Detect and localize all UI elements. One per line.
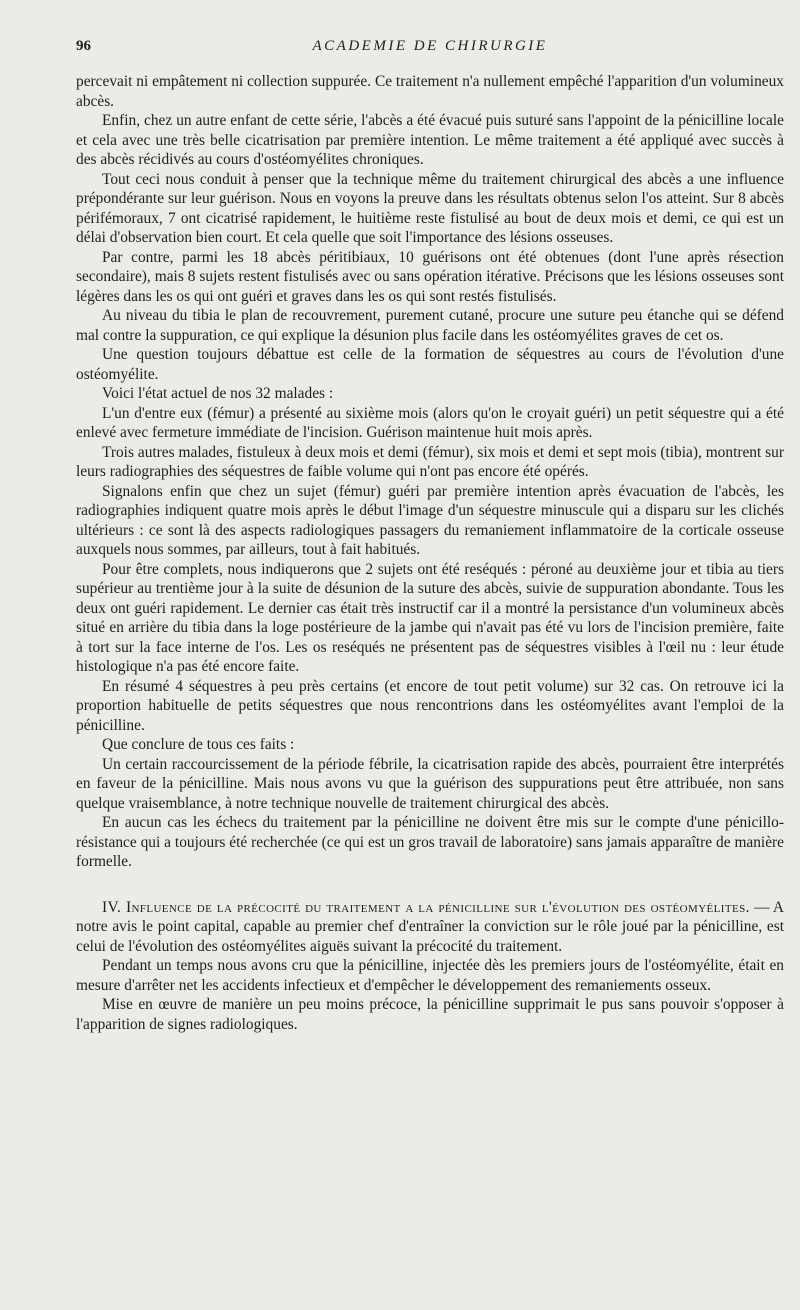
paragraph: Tout ceci nous conduit à penser que la technique même du traitement chirurgical des abcès a une influence prépondérante sur leur guérison. Nous en voyons la preuve dans les résultats obtenus selon l'os atteint. Sur 8 abcès périfémoraux, 7 ont cicatrisé rapidement, le huitième reste fistulisé au bout de deux mois et demi, ce qui est un délai d'observation bien court. Et cela quelle que soit l'importance des lésions osseuses. — [76, 170, 784, 246]
paragraph: percevait ni empâtement ni collection suppurée. Ce traitement n'a nullement empêché l'apparition d'un volumineux abcès. — [76, 73, 784, 110]
page-number: 96 — [76, 38, 91, 54]
paragraph: Que conclure de tous ces faits : — [102, 736, 295, 753]
running-title: ACADEMIE DE CHIRURGIE — [312, 38, 548, 54]
section-separator — [76, 872, 784, 898]
paragraph: Trois autres malades, fistuleux à deux mois et demi (fémur), six mois et demi et sept mois (tibia), montrent sur leurs radiographies des séquestres de faible volume qui n'ont pas encore été opérés. — [76, 443, 784, 480]
paragraph: Mise en œuvre de manière un peu moins précoce, la pénicilline supprimait le pus sans pouvoir s'opposer à l'apparition de signes radiologiques. — [76, 996, 784, 1033]
paragraph: Signalons enfin que chez un sujet (fémur) guéri par première intention après évacuation de l'abcès, les radiographies indiquent quatre mois après le début l'image d'un séquestre minuscule qui a disparu sur les clichés ultérieurs : ce sont là des aspects radiologiques passagers du remaniement inflammatoire de la corticale osseuse auxquels nous sommes, par ailleurs, tout à fait habitués. — [76, 482, 784, 558]
section-iv-paragraph — [76, 898, 784, 957]
section-intro-text: — A notre avis le point capital, capable au premier chef d'entraîner la conviction sur le rôle joué par la pénicilline, est celui de l'évolution des ostéomyélites aiguës suivant la précocité du traitement. — [76, 898, 784, 955]
page-header — [76, 38, 784, 60]
paragraph: L'un d'entre eux (fémur) a présenté au sixième mois (alors qu'on le croyait guéri) un petit séquestre qui a été enlevé avec fermeture immédiate de l'incision. Guérison maintenue huit mois après. — [76, 404, 784, 441]
section-heading: IV. Influence de la précocité du traitement a la pénicilline sur l'évolution des ostéomyélites. — [102, 898, 750, 916]
paragraph: En aucun cas les échecs du traitement par la pénicilline ne doivent être mis sur le compte d'une pénicillo-résistance qui a toujours été recherchée (ce qui est un gros travail de laboratoire) sans jamais apparaître de manière formelle. — [76, 814, 784, 870]
paragraph: Au niveau du tibia le plan de recouvrement, purement cutané, procure une suture peu étanche qui se défend mal contre la suppuration, ce qui explique la désunion plus facile dans les ostéomyélites graves de cet os. — [76, 307, 784, 344]
paragraph: Pendant un temps nous avons cru que la pénicilline, injectée dès les premiers jours de l'ostéomyélite, était en mesure d'arrêter net les accidents infectieux et d'empêcher le développement des remaniements osseux. — [76, 957, 784, 994]
paragraph: Par contre, parmi les 18 abcès péritibiaux, 10 guérisons ont été obtenues (dont l'une après résection secondaire), mais 8 sujets restent fistulisés avec ou sans opération itérative. Précisons que les lésions osseuses sont légères dans les os qui ont guéri et graves dans les os qui sont restés fistulisés. — [76, 248, 784, 305]
paragraph: Pour être complets, nous indiquerons que 2 sujets ont été reséqués : péroné au deuxième jour et tibia au tiers supérieur au trentième jour à la suite de désunion de la suture des abcès, suivie de suppuration abondante. Tous les deux ont guéri rapidement. Le dernier cas était très instructif car il a montré la persistance d'un volumineux abcès situé en arrière du tibia dans la loge postérieure de la jambe qui n'avait pas été vu lors de l'incision première, faite à tort sur la face interne de l'os. Les os reséqués ne présentent pas de séquestres visibles à l'œil nu : leur étude histologique n'a pas été encore faite. — [76, 560, 784, 675]
paragraph: Un certain raccourcissement de la période fébrile, la cicatrisation rapide des abcès, pourraient être interprétés en faveur de la pénicilline. Mais nous avons vu que la guérison des suppurations peut être attribuée, non sans quelque vraisemblance, à notre technique nouvelle de traitement chirurgical des abcès. — [76, 755, 784, 812]
paragraph: Enfin, chez un autre enfant de cette série, l'abcès a été évacué puis suturé sans l'appoint de la pénicilline locale et cela avec une très belle cicatrisation par première intention. Le même traitement a été appliqué avec succès à des abcès récidivés au cours d'ostéomyélites chroniques. — [76, 112, 784, 168]
paragraph: Voici l'état actuel de nos 32 malades : — [102, 385, 334, 402]
paragraph: En résumé 4 séquestres à peu près certains (et encore de tout petit volume) sur 32 cas. On retrouve ici la proportion habituelle de petits séquestres que nous rencontrions dans les ostéomyélites avant l'emploi de la pénicilline. — [76, 677, 784, 734]
paragraph: Une question toujours débattue est celle de la formation de séquestres au cours de l'évolution d'une ostéomyélite. — [76, 346, 784, 383]
body-text — [76, 72, 784, 1034]
